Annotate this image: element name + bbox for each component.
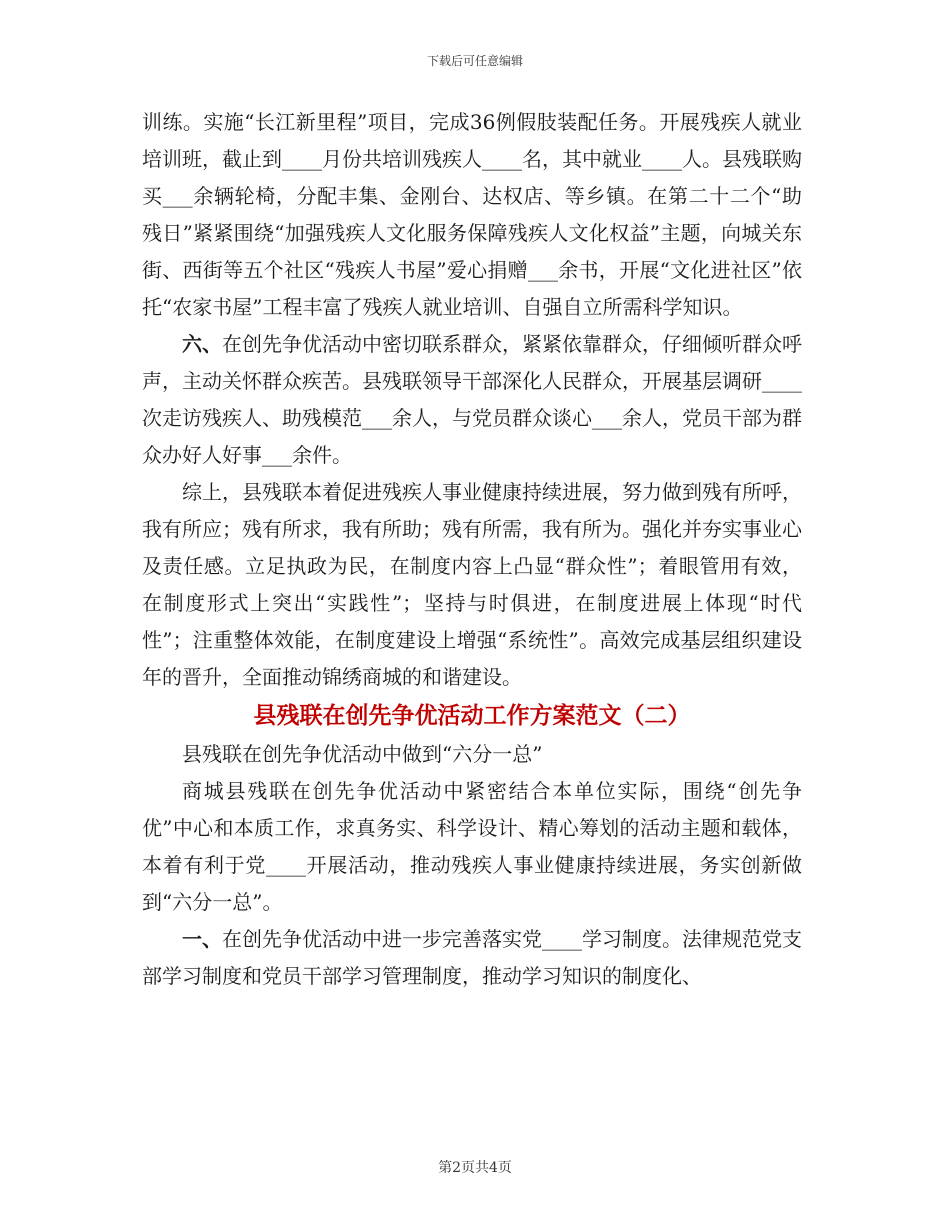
page-header: 下载后可任意编辑	[426, 54, 523, 68]
paragraph-section-six	[142, 326, 802, 474]
section-text: 在创先争优活动中进一步完善落实党____学习制度。法律规范党支部学习制度和党员干部学习管理制度，推动学习知识的制度化、	[142, 927, 802, 988]
page-footer: 第2页共4页	[438, 1160, 512, 1176]
section-text: 在创先争优活动中密切联系群众，紧紧依靠群众，仔细倾听群众呼声，主动关怀群众疾苦。县残联领导干部深化人民群众，开展基层调研____次走访残疾人、助残模范___余人，与党员群众谈心___余人，党员干部为群众办好人好事___余件。	[142, 332, 802, 467]
paragraph-training: 训练。实施“长江新里程”项目，完成36例假肢装配任务。开展残疾人就业培训班，截止到____月份共培训残疾人____名，其中就业____人。县残联购买___余辆轮椅，分配丰集、金刚台、达权店、等乡镇。在第二十二个“助残日”紧紧围绕“加强残疾人文化服务保障残疾人文化权益”主题，向城关东街、西街等五个社区“残疾人书屋”爱心捐赠___余书，开展“文化进社区”依托“农家书屋”工程丰富了残疾人就业培训、自强自立所需科学知识。	[142, 110, 802, 319]
paragraph-section-one	[142, 921, 802, 995]
paragraph-summary: 综上，县残联本着促进残疾人事业健康持续进展，努力做到残有所呼，我有所应；残有所求，我有所助；残有所需，我有所为。强化并夯实事业心及责任感。立足执政为民，在制度内容上凸显“群众性”；着眼管用有效，在制度形式上突出“实践性”；坚持与时俱进，在制度进展上体现“时代性”；注重整体效能，在制度建设上增强“系统性”。高效完成基层组织建设年的晋升，全面推动锦绣商城的和谐建设。	[142, 480, 802, 689]
section-title: 县残联在创先争优活动工作方案范文（二）	[253, 702, 691, 729]
paragraph-subtitle: 县残联在创先争优活动中做到“六分一总”	[182, 742, 543, 766]
section-number: 一、	[182, 927, 222, 951]
paragraph-intro: 商城县残联在创先争优活动中紧密结合本单位实际，围绕“创先争优”中心和本质工作，求真务实、科学设计、精心筹划的活动主题和载体，本着有利于党____开展活动，推动残疾人事业健康持续进展，务实创新做到“六分一总”。	[142, 779, 802, 914]
section-number: 六、	[182, 332, 222, 356]
document-body	[142, 104, 802, 995]
